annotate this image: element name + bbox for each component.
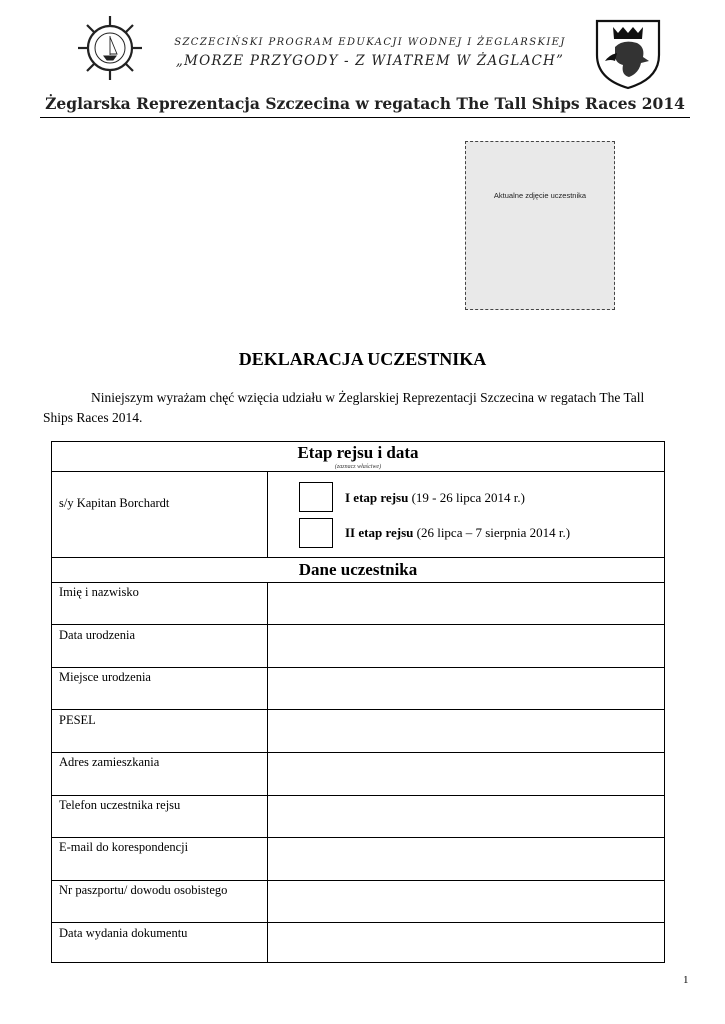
photo-placeholder[interactable] (465, 141, 615, 310)
stage-2-dates: (26 lipca – 7 sierpnia 2014 r.) (413, 525, 571, 540)
field-label-birth-date: Data urodzenia (59, 628, 136, 642)
table-divider (52, 557, 664, 558)
field-label-full-name: Imię i nazwisko (59, 585, 139, 599)
phone-input[interactable] (268, 796, 664, 837)
field-label-address: Adres zamieszkania (59, 755, 160, 769)
stage-1-option (345, 490, 525, 506)
program-name: SZCZECIŃSKI PROGRAM EDUKACJI WODNEJ I ŻEGLARSKIEJ (174, 37, 566, 48)
field-label-id-number: Nr paszportu/ dowodu osobistego (59, 883, 228, 897)
birth-place-input[interactable] (268, 668, 664, 709)
header-divider (40, 117, 690, 118)
stage-section-note: (zaznacz właściwe) (334, 464, 382, 470)
document-title: DEKLARACJA UCZESTNIKA (238, 349, 487, 369)
address-input[interactable] (268, 753, 664, 795)
id-number-input[interactable] (268, 881, 664, 922)
stage-section-title: Etap rejsu i data (297, 443, 419, 462)
birth-date-input[interactable] (268, 625, 664, 667)
stage-1-dates: (19 - 26 lipca 2014 r.) (408, 490, 525, 505)
page-number: 1 (683, 974, 689, 986)
full-name-input[interactable] (268, 583, 664, 624)
intro-paragraph: Niniejszym wyrażam chęć wzięcia udziału w Żeglarskiej Reprezentacji Szczecina w regatach The Tall Ships Races 2014. (43, 390, 645, 425)
field-label-pesel: PESEL (59, 713, 96, 727)
stage-2-checkbox[interactable] (299, 518, 333, 548)
field-label-birth-place: Miejsce urodzenia (59, 670, 151, 684)
email-input[interactable] (268, 838, 664, 880)
declaration-form (51, 441, 665, 963)
photo-placeholder-label: Aktualne zdjęcie uczestnika (493, 191, 587, 200)
header-title: Żeglarska Reprezentacja Szczecina w regatach The Tall Ships Races 2014 (45, 94, 685, 113)
field-label-phone: Telefon uczestnika rejsu (59, 798, 181, 812)
field-label-email: E-mail do korespondencji (59, 840, 189, 854)
ship-name: s/y Kapitan Borchardt (59, 496, 170, 510)
program-slogan: „MORZE PRZYGODY - Z WIATREM W ŻAGLACH” (175, 53, 565, 69)
table-divider (267, 471, 268, 557)
stage-2-label: II etap rejsu (345, 525, 414, 540)
pesel-input[interactable] (268, 710, 664, 752)
participant-section-title: Dane uczestnika (298, 560, 418, 579)
stage-2-option (345, 525, 570, 541)
griffin-coat-of-arms-icon (593, 17, 663, 91)
table-divider (52, 471, 664, 472)
issue-date-input[interactable] (268, 923, 664, 962)
stage-1-checkbox[interactable] (299, 482, 333, 512)
field-label-issue-date: Data wydania dokumentu (59, 926, 188, 940)
stage-1-label: I etap rejsu (345, 490, 409, 505)
ships-wheel-logo-icon (76, 14, 144, 82)
